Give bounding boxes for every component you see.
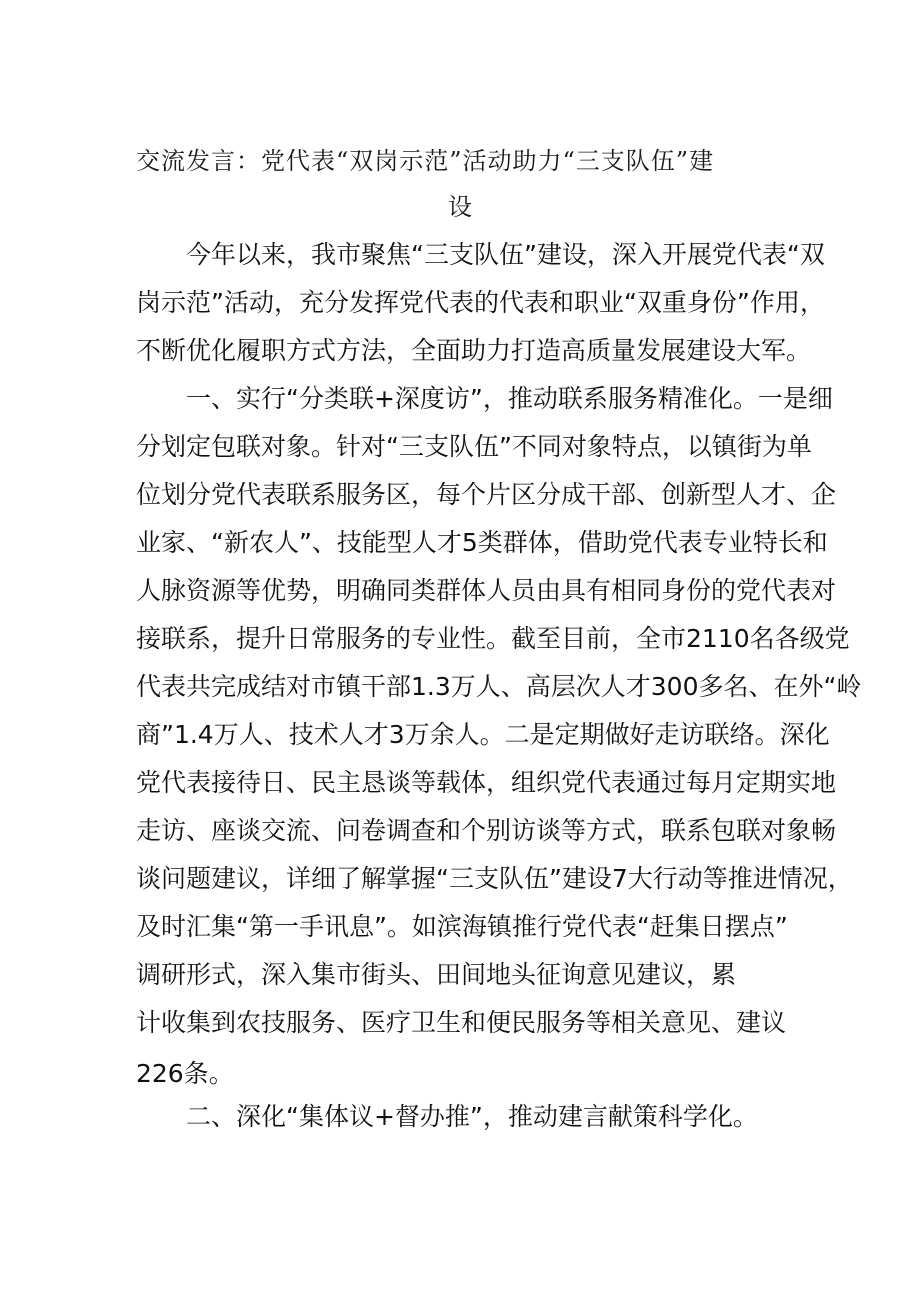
- paragraph-line: 谈问题建议，详细了解掌握“三支队伍”建设7大行动等推进情况，: [136, 864, 853, 893]
- paragraph-line: 调研形式，深入集市街头、田间地头征询意见建议，累: [136, 960, 737, 989]
- paragraph-line: 226条。: [136, 1059, 234, 1088]
- paragraph-line: 业家、“新农人”、技能型人才5类群体，借助党代表专业特长和: [136, 528, 828, 557]
- paragraph-line: 商”1.4万人、技术人才3万余人。二是定期做好走访联络。深化: [136, 720, 830, 749]
- paragraph-line: 计收集到农技服务、医疗卫生和便民服务等相关意见、建议: [136, 1008, 787, 1037]
- paragraph-line: 岗示范”活动，充分发挥党代表的代表和职业“双重身份”作用，: [136, 288, 825, 317]
- paragraph-line: 一、实行“分类联+深度访”，推动联系服务精准化。一是细: [186, 384, 833, 413]
- document-title-line-2: 设: [448, 193, 473, 221]
- paragraph-line: 代表共完成结对市镇干部1.3万人、高层次人才300多名、在外“岭: [136, 672, 862, 701]
- paragraph-line: 二、深化“集体议+督办推”，推动建言献策科学化。: [186, 1102, 758, 1131]
- paragraph-line: 不断优化履职方式方法，全面助力打造高质量发展建设大军。: [136, 336, 812, 365]
- paragraph-line: 走访、座谈交流、问卷调查和个别访谈等方式，联系包联对象畅: [136, 816, 837, 845]
- paragraph-line: 分划定包联对象。针对“三支队伍”不同对象特点，以镇街为单: [136, 432, 812, 461]
- document-title-line-1: 交流发言：党代表“双岗示范”活动助力“三支队伍”建: [136, 147, 715, 175]
- paragraph-line: 人脉资源等优势，明确同类群体人员由具有相同身份的党代表对: [136, 576, 837, 605]
- paragraph-line: 接联系，提升日常服务的专业性。截至目前，全市2110名各级党: [136, 624, 850, 653]
- paragraph-line: 今年以来，我市聚焦“三支队伍”建设，深入开展党代表“双: [186, 240, 825, 269]
- paragraph-line: 党代表接待日、民主恳谈等载体，组织党代表通过每月定期实地: [136, 768, 837, 797]
- paragraph-line: 位划分党代表联系服务区，每个片区分成干部、创新型人才、企: [136, 480, 837, 509]
- paragraph-line: 及时汇集“第一手讯息”。如滨海镇推行党代表“赶集日摆点”: [136, 912, 788, 941]
